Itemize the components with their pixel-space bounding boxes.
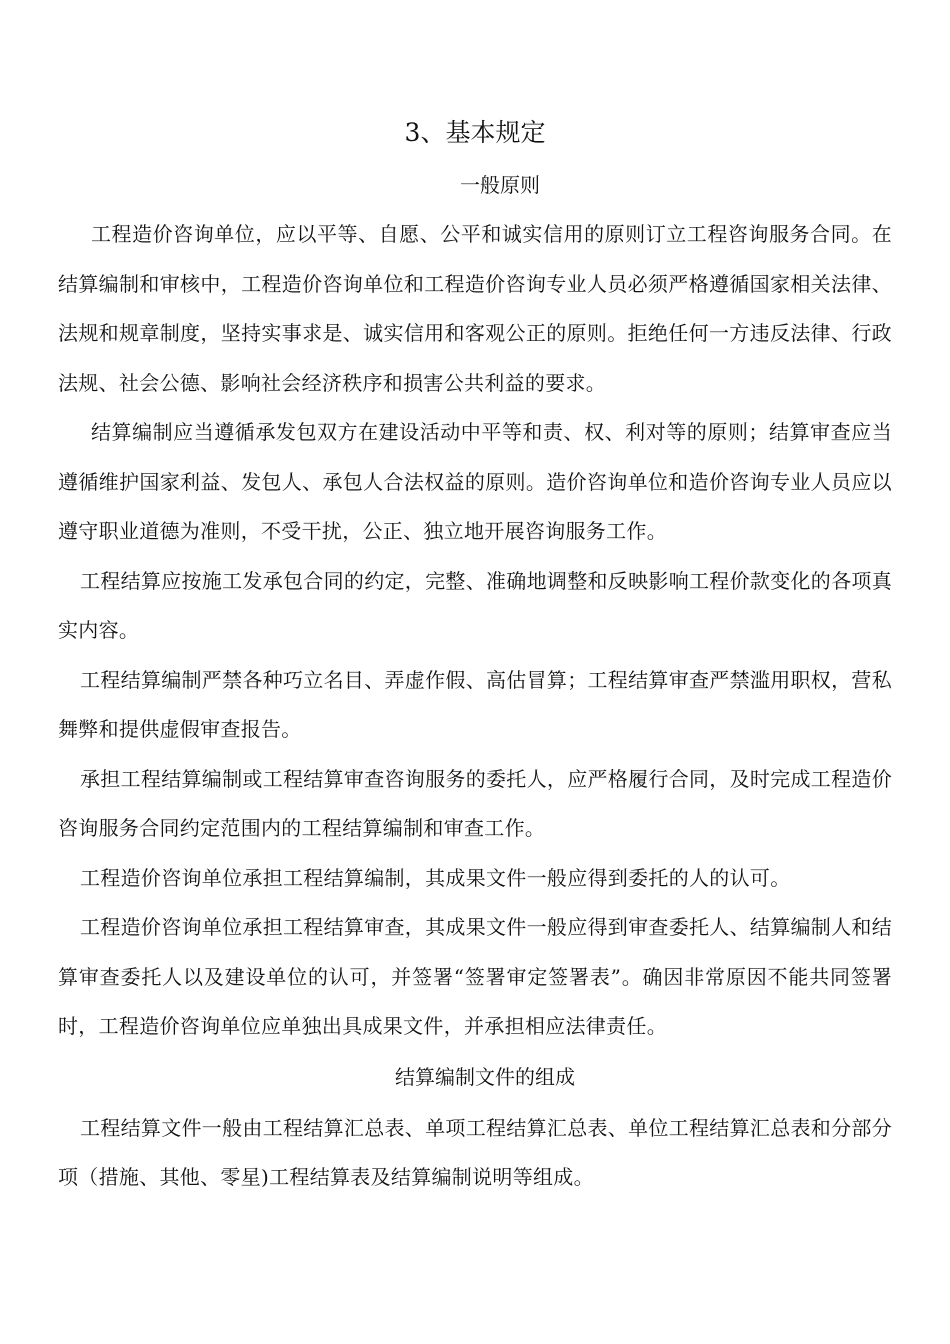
section-title-general-principles: 一般原则: [460, 173, 540, 197]
paragraph: 工程造价咨询单位承担工程结算审查，其成果文件一般应得到审查委托人、结算编制人和结算审查委托人以及建设单位的认可，并签署“签署审定签署表”。确因非常原因不能共同签署时，工程造价咨询单位应单独出具成果文件，并承担相应法律责任。: [58, 915, 892, 1038]
paragraph: 工程造价咨询单位承担工程结算编制，其成果文件一般应得到委托的人的认可。: [80, 865, 791, 890]
paragraph: 承担工程结算编制或工程结算审查咨询服务的委托人，应严格履行合同，及时完成工程造价咨询服务合同约定范围内的工程结算编制和审查工作。: [58, 766, 892, 840]
paragraph: 工程结算文件一般由工程结算汇总表、单项工程结算汇总表、单位工程结算汇总表和分部分项（措施、其他、零星)工程结算表及结算编制说明等组成。: [58, 1115, 892, 1189]
paragraph: 工程造价咨询单位，应以平等、自愿、公平和诚实信用的原则订立工程咨询服务合同。在结算编制和审核中，工程造价咨询单位和工程造价咨询专业人员必须严格遵循国家相关法律、法规和规章制度，坚持实事求是、诚实信用和客观公正的原则。拒绝任何一方违反法律、行政法规、社会公德、影响社会经济秩序和损害公共利益的要求。: [58, 222, 892, 395]
document-heading: 3、基本规定: [404, 118, 546, 147]
document-page: [58, 108, 892, 1203]
paragraph: 工程结算应按施工发承包合同的约定，完整、准确地调整和反映影响工程价款变化的各项真实内容。: [58, 568, 892, 642]
paragraph: 结算编制应当遵循承发包双方在建设活动中平等和责、权、利对等的原则；结算审查应当遵循维护国家利益、发包人、承包人合法权益的原则。造价咨询单位和造价咨询专业人员应以遵守职业道德为准则，不受干扰，公正、独立地开展咨询服务工作。: [58, 420, 892, 543]
paragraph: 工程结算编制严禁各种巧立名目、弄虚作假、高估冒算；工程结算审查严禁滥用职权，营私舞弊和提供虚假审查报告。: [58, 667, 892, 741]
section-title-settlement-files: 结算编制文件的组成: [395, 1064, 575, 1089]
